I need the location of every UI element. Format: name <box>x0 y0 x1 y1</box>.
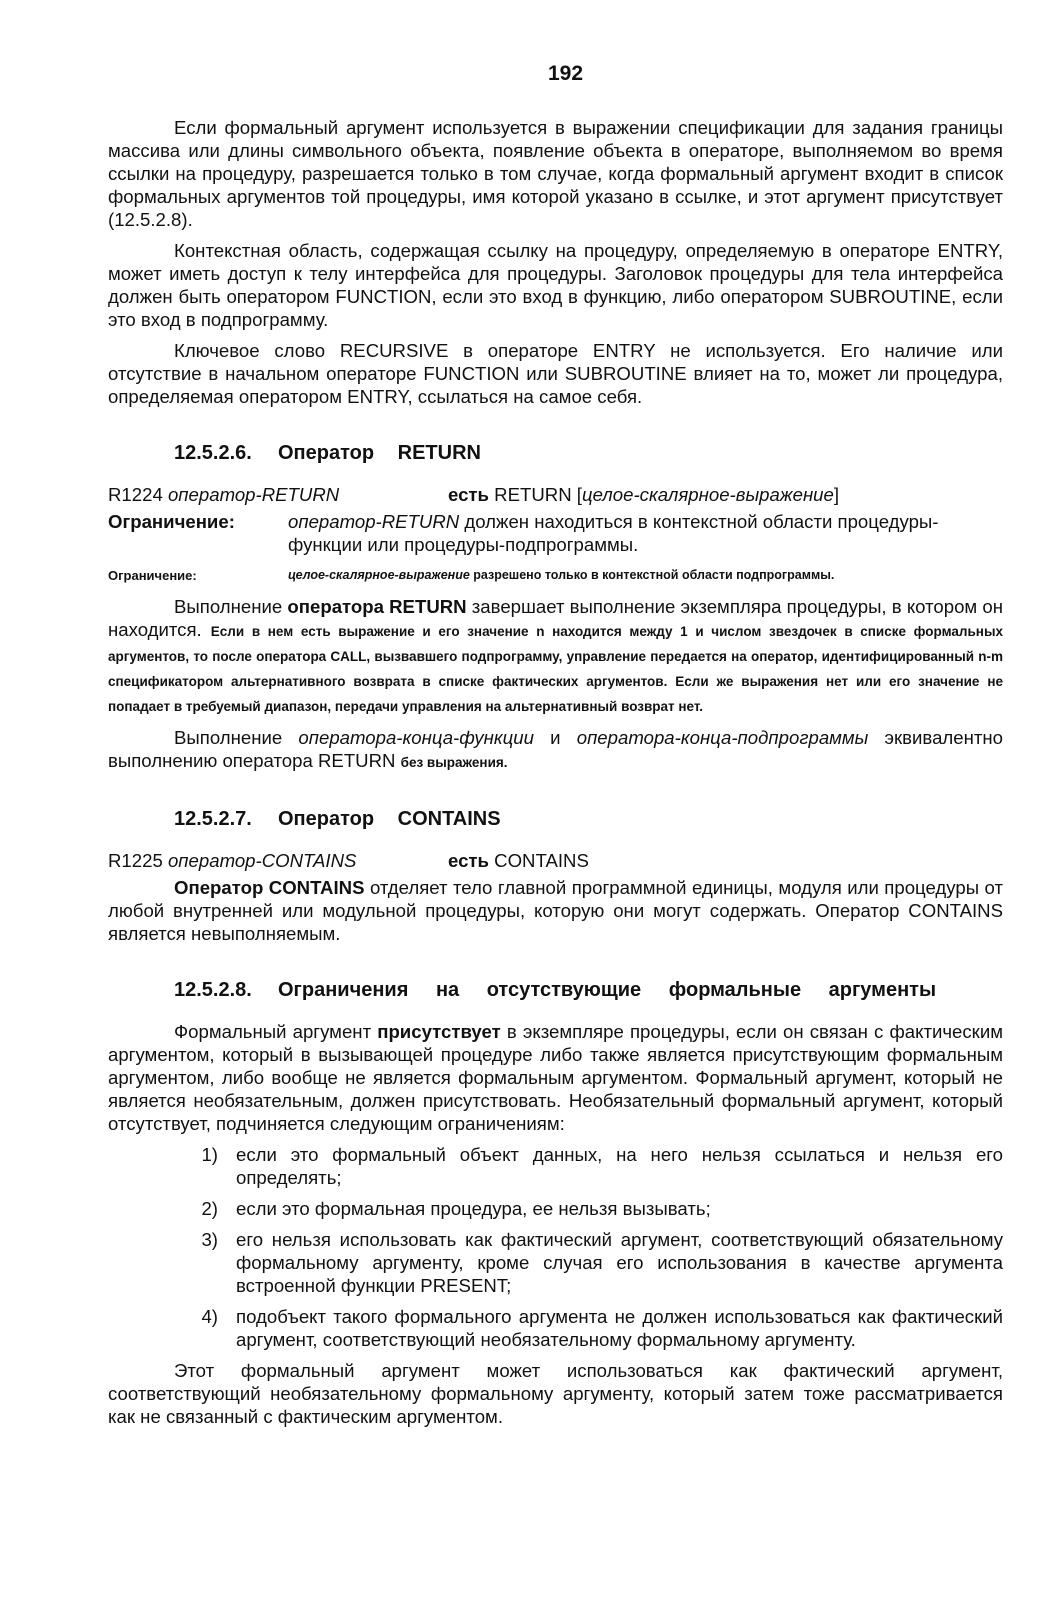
paragraph-entry-interface: Контекстная область, содержащая ссылку на процедуру, определяемую в операторе ENTRY, может иметь доступ к телу интерфейса для процедуры. Заголовок процедуры для тела интерфейса должен быть оператором FUNCTION, если это вход в функцию, либо оператором SUBROUTINE, если это вход в подпрограмму. <box>108 240 1003 330</box>
rule-def: RETURN [ <box>488 484 582 505</box>
section-number: 12.5.2.8. <box>174 979 252 1001</box>
section-title: Ограничения на отсутствующие формальные аргументы <box>278 979 937 1001</box>
syntax-rule-r1225 <box>108 849 1003 872</box>
rule-keyword: есть <box>448 850 489 871</box>
section-title: Оператор RETURN <box>278 442 481 464</box>
rule-keyword: есть <box>448 484 489 505</box>
paragraph-present: Формальный аргумент присутствует в экземпляре процедуры, если он связан с фактическим аргументом, который в вызывающей процедуре либо также является присутствующим формальным аргументом, либо вообще не является формальным аргументом. Формальный аргумент, который не является необязательным, должен присутствовать. Необязательный формальный аргумент, который отсутствует, подчиняется следующим ограничениям: <box>108 1021 1003 1134</box>
constraint-2 <box>108 564 1003 587</box>
list-item: 4) подобъект такого формального аргумента не должен использоваться как фактический аргумент, соответствующий необязательному формальному аргументу. <box>201 1306 1003 1350</box>
constraint-term: целое-скалярное-выражение <box>288 568 470 582</box>
restrictions-list <box>108 1143 1003 1351</box>
rule-def: CONTAINS <box>488 850 589 871</box>
constraint-text: разрешено только в контекстной области подпрограммы. <box>469 568 835 582</box>
syntax-rule-r1224: R1224 оператор-RETURN есть RETURN [целое-скалярное-выражение] <box>108 484 840 505</box>
paragraph-contains: Оператор CONTAINS отделяет тело главной программной единицы, модуля или процедуры от любой внутренней или модульной процедуры, которую они могут содержать. Оператор CONTAINS является невыполняемым. <box>108 877 1003 944</box>
list-item: 2) если это формальная процедура, ее нельзя вызывать; <box>201 1198 711 1219</box>
rule-def-italic: целое-скалярное-выражение <box>581 484 834 505</box>
paragraph-recursive: Ключевое слово RECURSIVE в операторе ENTRY не используется. Его наличие или отсутствие в начальном операторе FUNCTION или SUBROUTINE влияет на то, может ли процедура, определяемая оператором ENTRY, ссылаться на самое себя. <box>108 340 1003 407</box>
section-title: Оператор CONTAINS <box>278 808 501 830</box>
rule-id: R1225 <box>108 850 168 871</box>
constraint-1 <box>108 510 1003 556</box>
constraint-label: Ограничение: <box>108 511 235 532</box>
constraint-term: оператор-RETURN <box>288 511 460 532</box>
rule-name: оператор-CONTAINS <box>167 850 357 871</box>
rule-name: оператор-RETURN <box>167 484 340 505</box>
paragraph-spec-expression: Если формальный аргумент используется в выражении спецификации для задания границы массива или длины символьного объекта, появление объекта в операторе, выполняемом во время ссылки на процедуру, разрешается только в том случае, когда формальный аргумент входит в список формальных аргументов той процедуры, имя которой указано в ссылке, и этот аргумент присутствует (12.5.2.8). <box>108 117 1003 230</box>
constraint-label: Ограничение: <box>108 568 197 583</box>
list-item: 3) его нельзя использовать как фактический аргумент, соответствующий обязательному формальному аргументу, кроме случая его использования в качестве аргумента встроенной функции PRESENT; <box>201 1229 1003 1296</box>
section-number: 12.5.2.7. <box>174 808 252 830</box>
paragraph-return-exec: Выполнение оператора RETURN завершает выполнение экземпляра процедуры, в котором он находится. Если в нем есть выражение и его значение n находится между 1 и числом звездочек в списке формальных аргументов, то после оператора CALL, вызвавшего подпрограмму, управление передается на оператор, идентифицированный n-m спецификатором альтернативного возврата в списке фактических аргументов. Если же выражения нет или его значение не попадает в требуемый диапазон, передачи управления на альтернативный возврат нет. <box>108 596 1004 714</box>
list-item: 1) если это формальный объект данных, на него нельзя ссылаться и нельзя его определять; <box>201 1144 1003 1188</box>
section-heading-return <box>174 442 1003 465</box>
rule-id: R1224 <box>108 484 168 505</box>
page-number: 192 <box>547 62 584 85</box>
paragraph-end-statements: Выполнение оператора-конца-функции и оператора-конца-подпрограммы эквивалентно выполнению оператора RETURN без выражения. <box>108 727 1004 771</box>
section-heading-contains <box>174 808 1003 831</box>
section-number: 12.5.2.6. <box>174 442 252 464</box>
section-heading-absent-args <box>174 979 1003 1002</box>
constraint-text: должен находиться в контекстной области процедуры-функции или процедуры-подпрограммы. <box>288 511 939 555</box>
paragraph-final: Этот формальный аргумент может использоваться как фактический аргумент, соответствующий необязательному формальному аргументу, который затем тоже рассматривается как не связанный с фактическим аргументом. <box>108 1360 1003 1427</box>
